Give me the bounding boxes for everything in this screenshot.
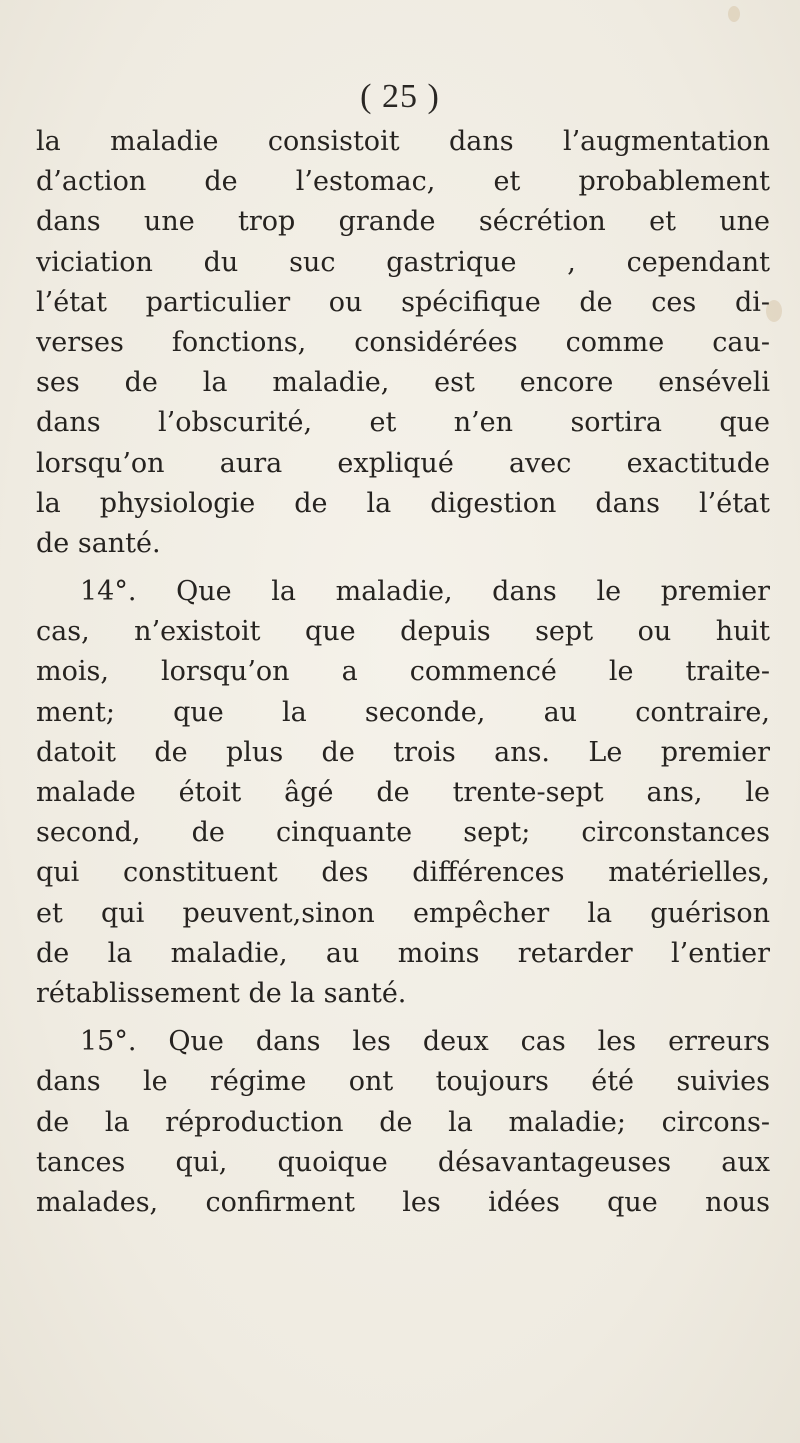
text-line: lorsqu’on aura expliqué avec exactitude <box>36 447 770 479</box>
text-line: et qui peuvent,sinon empêcher la guérison <box>36 897 770 929</box>
text-line: cas, n’existoit que depuis sept ou huit <box>36 616 770 648</box>
text-line: tances qui, quoique désavantageuses aux <box>36 1146 770 1178</box>
text-line: de santé. <box>36 527 161 559</box>
text-line: datoit de plus de trois ans. Le premier <box>36 736 770 768</box>
paragraph-gap <box>36 564 770 572</box>
text-line: l’état particulier ou spécifique de ces di- <box>36 286 770 318</box>
text-line: dans le régime ont toujours été suivies <box>36 1066 770 1098</box>
text-line: viciation du suc gastrique , cependant <box>36 246 770 278</box>
text-line: malades, confirment les idées que nous <box>36 1186 770 1218</box>
text-line: verses fonctions, considérées comme cau- <box>36 326 770 358</box>
paragraph-gap <box>36 1014 770 1022</box>
text-line: de la maladie, au moins retarder l’entier <box>36 937 770 969</box>
text-line: dans l’obscurité, et n’en sortira que <box>36 407 770 439</box>
page-number: ( 25 ) <box>360 78 440 115</box>
body-text <box>36 122 770 1223</box>
text-line: qui constituent des différences matérielles, <box>36 857 770 889</box>
text-line: la maladie consistoit dans l’augmentation <box>36 126 770 157</box>
text-line: ses de la maladie, est encore enséveli <box>36 367 770 399</box>
text-line: de la réproduction de la maladie; circons- <box>36 1106 770 1138</box>
text-line: la physiologie de la digestion dans l’état <box>36 487 770 519</box>
text-line: second, de cinquante sept; circonstances <box>36 817 770 849</box>
text-line: 15°. Que dans les deux cas les erreurs <box>80 1026 770 1058</box>
text-line: malade étoit âgé de trente-sept ans, le <box>36 777 770 808</box>
paper-stain <box>728 6 740 22</box>
text-line: mois, lorsqu’on a commencé le traite- <box>36 656 770 688</box>
text-line: rétablissement de la santé. <box>36 977 407 1009</box>
text-line: dans une trop grande sécrétion et une <box>36 206 770 238</box>
text-line: 14°. Que la maladie, dans le premier <box>80 576 770 608</box>
text-line: ment; que la seconde, au contraire, <box>36 696 770 728</box>
text-line: d’action de l’estomac, et probablement <box>36 166 770 198</box>
